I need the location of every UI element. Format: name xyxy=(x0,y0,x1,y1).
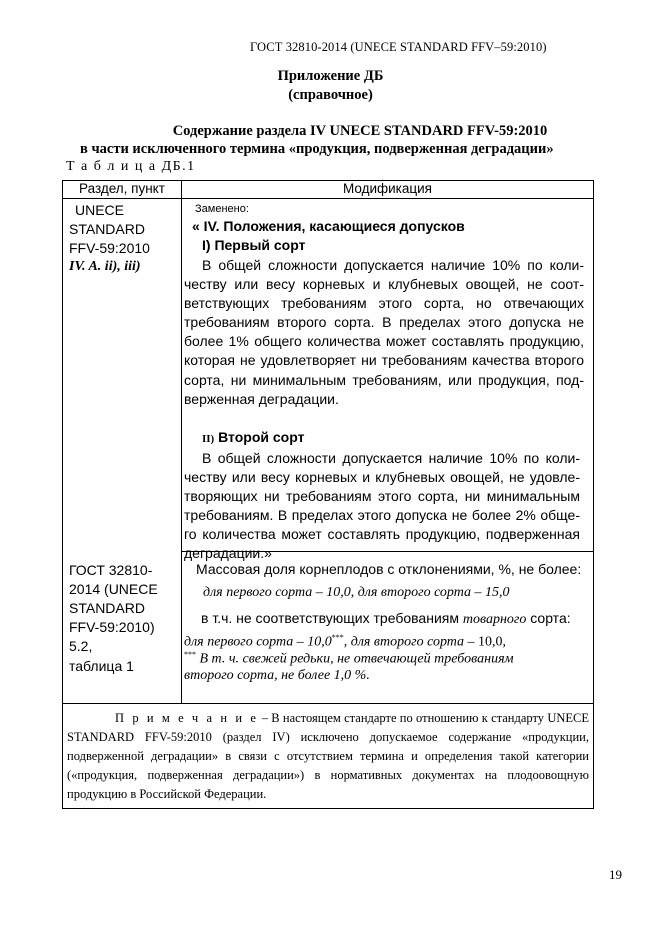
paragraph-line: честву или весу корневых и клубневых овощей, не удовле- xyxy=(184,469,580,486)
grade-limits-line: для первого сорта – 10,0, для второго сорта – 15,0 xyxy=(203,585,510,600)
modification-table xyxy=(62,180,594,809)
footnote-text: В т. ч. свежей редьки, не отвечающей требованиям xyxy=(196,651,514,667)
section-line: 5.2, xyxy=(69,638,93,654)
replaced-label: Заменено: xyxy=(195,203,249,215)
appendix-title: Приложение ДБ xyxy=(277,68,384,84)
note-cell xyxy=(63,704,594,809)
header-modification: Модификация xyxy=(182,181,594,199)
section-cell xyxy=(63,199,182,704)
limit-second-value: – 10,0, xyxy=(464,634,507,650)
footnote-line xyxy=(184,650,514,668)
nonconforming-text: в т.ч. не соответствующих требованиям xyxy=(201,610,463,626)
row-divider xyxy=(182,551,593,552)
note-text: – В настоящем стандарте по отношению к стандарту UNECE STANDARD FFV-59:2010 (раздел IV) исключено допускаемое содержание «продукции, подверженной деградации» в связи с отсутствием термина и определения такой категории («продукция, подверженная деградации») в нормативных документах на плодоовощную продукцию в Российской Федерации. xyxy=(67,711,590,801)
second-grade-heading xyxy=(202,429,304,445)
first-grade-heading: I) Первый сорт xyxy=(202,237,306,253)
content-title: Содержание раздела IV UNECE STANDARD FFV-59:2010 xyxy=(172,123,548,139)
first-grade-paragraph xyxy=(184,256,584,409)
section-line: IV. A. ii), iii) xyxy=(69,259,141,274)
paragraph-line: требованиям второго сорта. В пределах этого допуска не xyxy=(184,314,584,331)
paragraph-line: ветствующих требованиям этого сорта, но отвечающих xyxy=(184,295,584,312)
paragraph-line: го количества может составлять продукцию, подверженная xyxy=(184,526,580,543)
table-row xyxy=(63,199,594,704)
section-line: UNECE xyxy=(75,202,125,218)
paragraph-line: требованиям. В пределах этого допуска не более 2% обще- xyxy=(184,507,580,524)
paragraph-line: честву или весу корневых и клубневых овощей, не соот- xyxy=(184,276,584,293)
modification-cell xyxy=(182,199,594,704)
content-subtitle: в части исключенного термина «продукция, подверженная деградации» xyxy=(80,141,554,157)
document-header: ГОСТ 32810-2014 (UNECE STANDARD FFV–59:2010) xyxy=(250,40,547,54)
paragraph-line: творяющих ни требованиям этого сорта, ни минимальным xyxy=(184,488,580,505)
section-line: ГОСТ 32810- xyxy=(69,562,153,578)
note-label: П р и м е ч а н и е xyxy=(115,711,259,725)
paragraph-line: В общей сложности допускается наличие 10% по коли- xyxy=(202,257,584,273)
section-line: FFV-59:2010) xyxy=(69,619,155,635)
appendix-subtitle: (справочное) xyxy=(288,87,373,103)
second-grade-title: Второй сорт xyxy=(218,429,305,445)
table-header-row xyxy=(63,181,594,199)
paragraph-line: В общей сложности допускается наличие 10% по коли- xyxy=(202,450,580,466)
section-line: 2014 (UNECE xyxy=(69,581,158,597)
nonconforming-italic: товарного xyxy=(462,612,527,627)
limit-first: для первого сорта – 10,0 xyxy=(184,634,332,650)
section-line: таблица 1 xyxy=(69,658,134,674)
footnote-line-2: второго сорта, не более 1,0 %. xyxy=(184,668,370,683)
second-grade-paragraph xyxy=(184,449,580,564)
section-heading: « IV. Положения, касающиеся допусков xyxy=(192,218,465,234)
note-row xyxy=(63,704,594,809)
paragraph-line: деградации.» xyxy=(184,545,272,562)
grade-limits-line-2 xyxy=(184,633,506,651)
page-number: 19 xyxy=(609,867,622,882)
paragraph-line: сорта, ни минимальным требованиям, или продукция, под- xyxy=(184,371,584,388)
section-line: STANDARD xyxy=(69,221,145,237)
section-line: FFV-59:2010 xyxy=(69,240,150,256)
limit-second: , для второго сорта xyxy=(343,634,465,650)
second-grade-number: II) xyxy=(202,433,215,445)
footnote-mark: *** xyxy=(331,633,344,642)
section-line: STANDARD xyxy=(69,600,145,616)
paragraph-line: которая не удовлетворяет ни требованиям качества второго xyxy=(184,352,584,369)
mass-share-line: Массовая доля корнеплодов с отклонениями, %, не более: xyxy=(196,561,582,577)
paragraph-line: более 1% общего количества может составлять продукцию, xyxy=(184,333,584,350)
nonconforming-tail: сорта: xyxy=(526,610,571,626)
footnote-mark: *** xyxy=(184,650,196,659)
nonconforming-line xyxy=(201,610,571,628)
header-section: Раздел, пункт xyxy=(63,181,182,199)
paragraph-line: верженная деградации. xyxy=(184,390,339,407)
table-label: Т а б л и ц а ДБ.1 xyxy=(66,159,196,174)
